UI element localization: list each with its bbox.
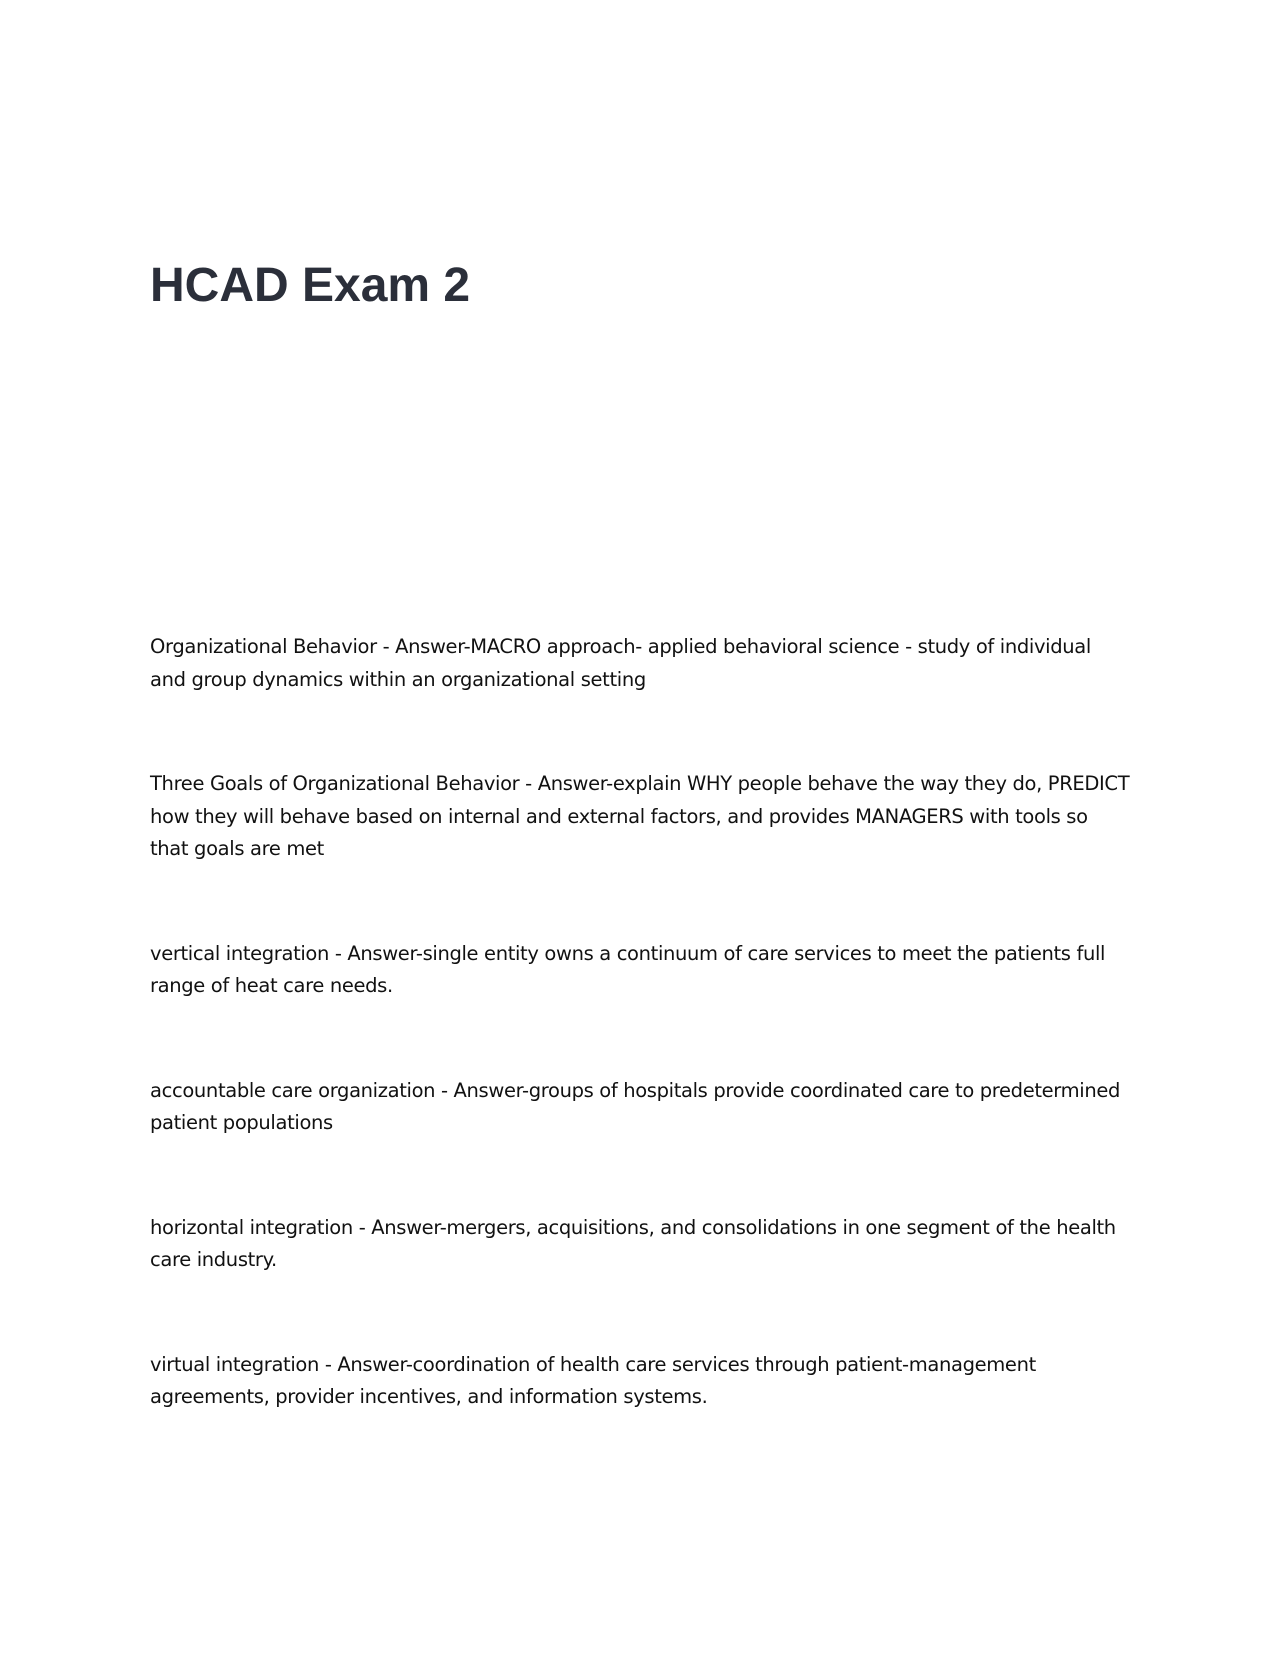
flashcard-item-vertical-integration: vertical integration - Answer-single entity owns a continuum of care services to meet the patients full range of heat care needs. [150, 941, 1106, 997]
flashcard-item-horizontal-integration: horizontal integration - Answer-mergers, acquisitions, and consolidations in one segment of the health care industry. [150, 1215, 1116, 1271]
document-title: HCAD Exam 2 [150, 259, 471, 312]
flashcard-item-virtual-integration: virtual integration - Answer-coordination of health care services through patient-management agreements, provider incentives, and information systems. [150, 1352, 1036, 1408]
flashcard-item-three-goals: Three Goals of Organizational Behavior - Answer-explain WHY people behave the way they do, PREDICT how they will behave based on internal and external factors, and provides MANAGERS with tools so that goals are met [150, 772, 1130, 860]
flashcard-item-accountable-care-organization: accountable care organization - Answer-groups of hospitals provide coordinated care to predetermined patient populations [150, 1078, 1121, 1134]
flashcard-list [150, 631, 1130, 1414]
flashcard-item-organizational-behavior: Organizational Behavior - Answer-MACRO approach- applied behavioral science - study of individual and group dynamics within an organizational setting [150, 635, 1091, 691]
